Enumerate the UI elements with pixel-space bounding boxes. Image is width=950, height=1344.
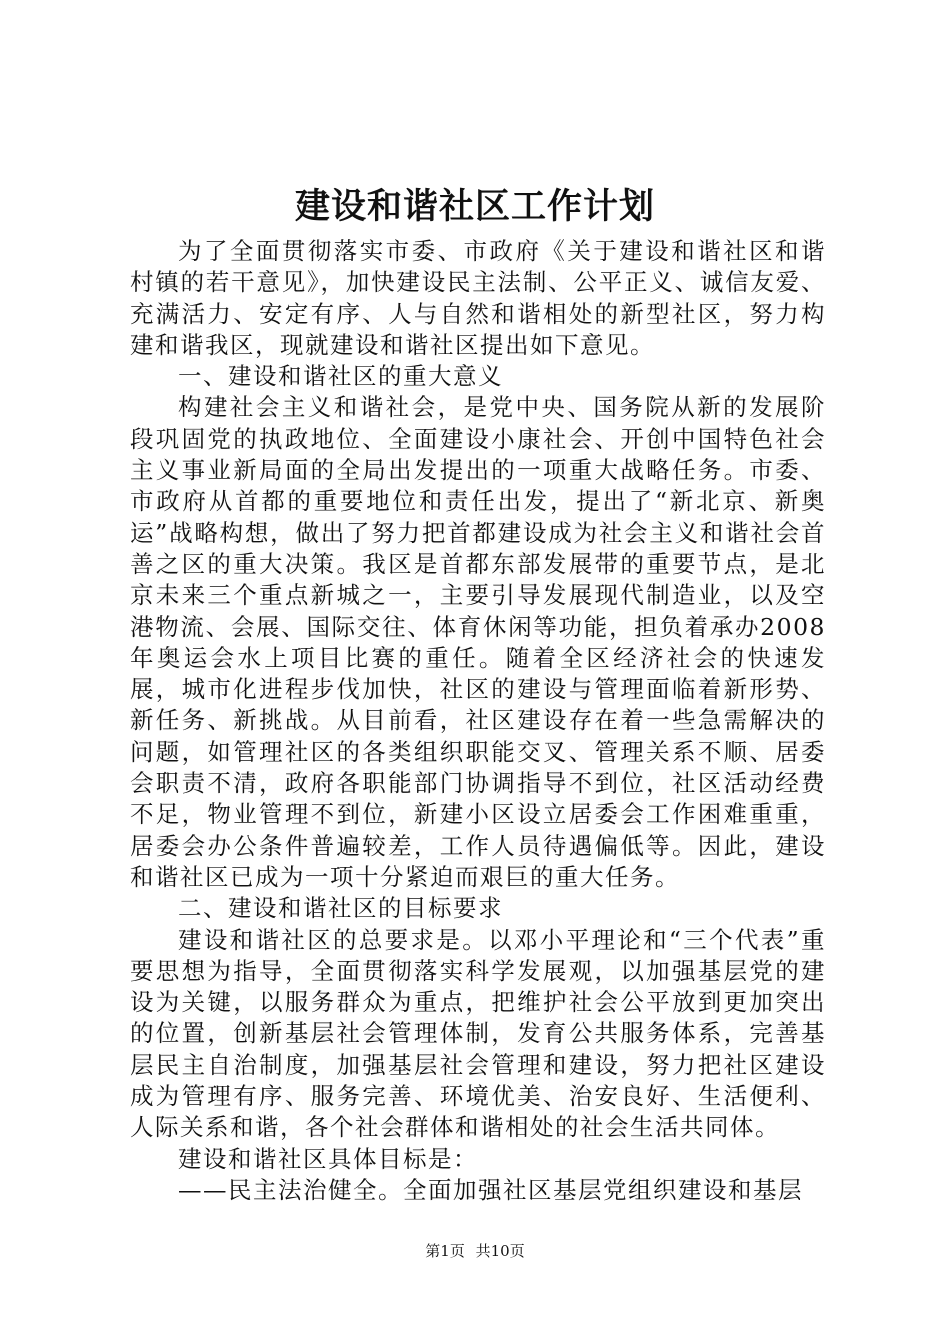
page-number: 第1页 xyxy=(425,1242,465,1260)
paragraph-significance: 构建社会主义和谐社会，是党中央、国务院从新的发展阶段巩固党的执政地位、全面建设小康社会、开创中国特色社会主义事业新局面的全局出发提出的一项重大战略任务。市委、市政府从首都的重要地位和责任出发，提出了“新北京、新奥运”战略构想，做出了努力把首都建设成为社会主义和谐社会首善之区的重大决策。我区是首都东部发展带的重要节点，是北京未来三个重点新城之一，主要引导发展现代制造业，以及空港物流、会展、国际交往、体育休闲等功能，担负着承办2008年奥运会水上项目比赛的重任。随着全区经济社会的快速发展，城市化进程步伐加快，社区的建设与管理面临着新形势、新任务、新挑战。从目前看，社区建设存在着一些急需解决的问题，如管理社区的各类组织职能交叉、管理关系不顺、居委会职责不清，政府各职能部门协调指导不到位，社区活动经费不足，物业管理不到位，新建小区设立居委会工作困难重重，居委会办公条件普遍较差，工作人员待遇偏低等。因此，建设和谐社区已成为一项十分紧迫而艰巨的重大任务。 xyxy=(130,393,826,891)
page-total: 共10页 xyxy=(475,1242,525,1260)
paragraph-requirements: 建设和谐社区的总要求是。以邓小平理论和“三个代表”重要思想为指导，全面贯彻落实科学发展观，以加强基层党的建设为关键，以服务群众为重点，把维护社会公平放到更加突出的位置，创新基层社会管理体制，发育公共服务体系，完善基层民主自治制度，加强基层社会管理和建设，努力把社区建设成为管理有序、服务完善、环境优美、治安良好、生活便利、人际关系和谐，各个社会群体和谐相处的社会生活共同体。 xyxy=(130,925,826,1142)
paragraph-intro: 为了全面贯彻落实市委、市政府《关于建设和谐社区和谐村镇的若干意见》，加快建设民主法制、公平正义、诚信友爱、充满活力、安定有序、人与自然和谐相处的新型社区，努力构建和谐我区，现就建设和谐社区提出如下意见。 xyxy=(130,237,826,359)
document-title: 建设和谐社区工作计划 xyxy=(294,186,655,227)
section-heading-2: 二、建设和谐社区的目标要求 xyxy=(178,894,503,923)
document-body xyxy=(130,236,826,1206)
section-heading-1: 一、建设和谐社区的重大意义 xyxy=(178,362,503,391)
page-footer xyxy=(0,1240,950,1262)
paragraph-goals-intro: 建设和谐社区具体目标是： xyxy=(178,1144,478,1173)
paragraph-goal-democracy: ——民主法治健全。全面加强社区基层党组织建设和基层 xyxy=(178,1175,803,1204)
